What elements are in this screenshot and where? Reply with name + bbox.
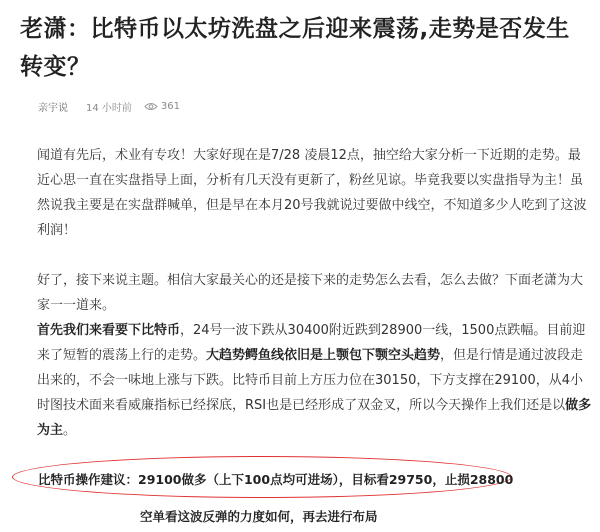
eye-icon <box>144 102 158 111</box>
analysis-lead: 首先我们来看要下比特币 <box>37 323 181 338</box>
article-meta <box>38 99 180 114</box>
analysis-conclusion: 做多为主 <box>37 398 592 438</box>
publish-time: 14 小时前 <box>86 103 132 114</box>
short-position-note: 空单看这波反弹的力度如何，再去进行布局 <box>140 509 378 524</box>
paragraph-intro: 闻道有先后，术业有专攻！大家好现在是7/28 凌晨12点，抽空给大家分析一下近期的走势。最近心思一直在实盘指导上面，分析有几天没有更新了，粉丝见谅。毕竟我要以实盘指导为主！虽然说我主要是在实盘群喊单，但是早在本月20号我就说过要做中线空，不知道多少人吃到了这波利润！ <box>37 148 587 238</box>
analysis-text-1: ，24号一波下跌从30400附近跌到28900一线，1500点跌幅。目前迎来了短暂的震荡上行的走势。 <box>37 323 586 363</box>
analysis-text-2: ，但是行情是通过波段走出来的，不会一味地上涨与下跌。比特币目前上方压力位在30150，下方支撑在29100，从4小时图技术面来看威廉指标已经探底，RSI也是已经形成了双金叉，所以今天操作上我们还是以 <box>37 348 584 413</box>
analysis-trend: 大趋势鳄鱼线依旧是上颚包下颚空头趋势 <box>206 348 441 363</box>
trading-suggestion: 比特币操作建议：29100做多（上下100点均可进场），目标看29750，止损28800 <box>38 472 514 487</box>
author-name[interactable]: 亲宇说 <box>38 103 68 114</box>
view-count: 361 <box>160 101 180 112</box>
article-title: 老潇：比特币以太坊洗盘之后迎来震荡,走势是否发生转变？ <box>20 16 570 80</box>
analysis-end: 。 <box>63 423 77 438</box>
paragraph-topic: 好了，接下来说主题。相信大家最关心的还是接下来的走势怎么去看，怎么去做？下面老潇为大家一一道来。 <box>37 273 584 313</box>
paragraph-btc-analysis <box>37 318 593 443</box>
